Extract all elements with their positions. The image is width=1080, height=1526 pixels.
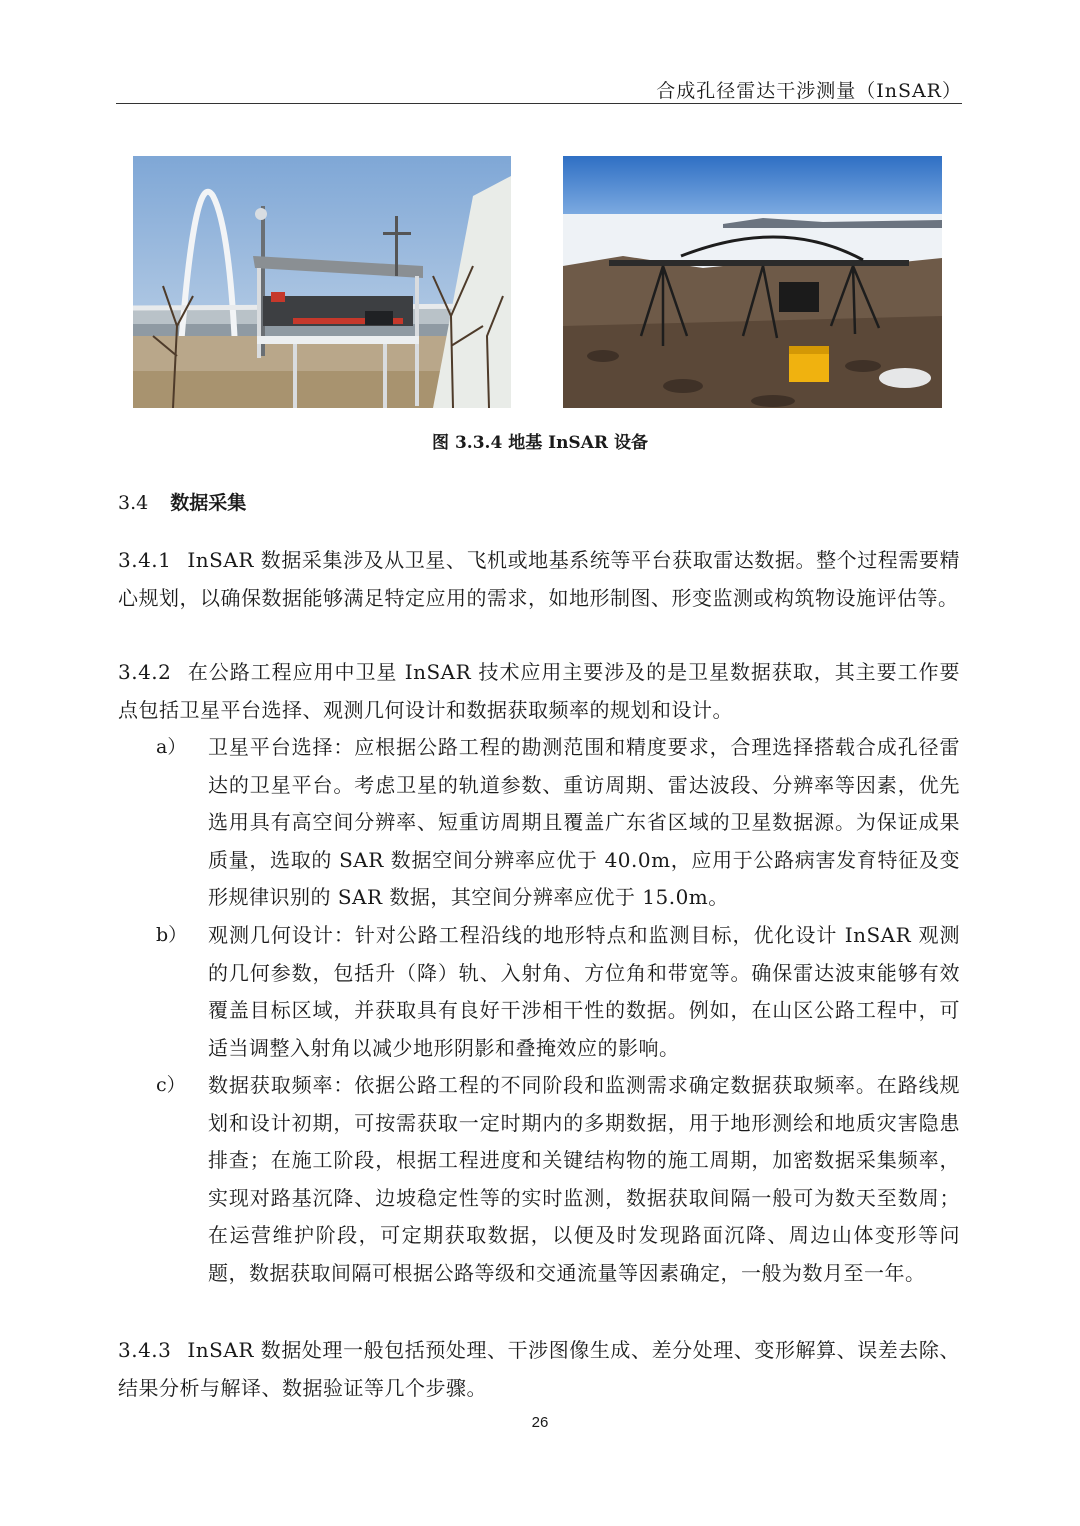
list-item-a: 卫星平台选择：应根据公路工程的勘测范围和精度要求，合理选择搭载合成孔径雷达的卫星平台。考虑卫星的轨道参数、重访周期、雷达波段、分辨率等因素，优先选用具有高空间分辨率、短重访周期且覆盖广东省区域的卫星数据源。为保证成果质量，选取的 SAR 数据空间分辨率应优于 40.0m，应用于公路病害发育特征及变形规律识别的 SAR 数据，其空间分辨率应优于 15.0m。 <box>208 735 960 909</box>
section-heading <box>118 488 246 515</box>
list-marker-b: b） <box>156 924 188 946</box>
ground-insar-station-photo <box>133 156 511 408</box>
paragraph-3-4-3 <box>118 1331 960 1407</box>
clause-text: InSAR 数据处理一般包括预处理、干涉图像生成、差分处理、变形解算、误差去除、结果分析与解译、数据验证等几个步骤。 <box>118 1338 960 1400</box>
list-item-c: 数据获取频率：依据公路工程的不同阶段和监测需求确定数据获取频率。在路线规划和设计初期，可按需获取一定时期内的多期数据，用于地形测绘和地质灾害隐患排查；在施工阶段，根据工程进度和关键结构物的施工周期，加密数据采集频率，实现对路基沉降、边坡稳定性等的实时监测，数据获取间隔一般可为数天至数周；在运营维护阶段，可定期获取数据，以便及时发现路面沉降、周边山体变形等问题，数据获取间隔可根据公路等级和交通流量等因素确定，一般为数月至一年。 <box>208 1073 960 1285</box>
running-header: 合成孔径雷达干涉测量（InSAR） <box>656 80 962 102</box>
figure-caption: 图 3.3.4 地基 InSAR 设备 <box>432 433 648 453</box>
paragraph-3-4-1 <box>118 541 960 617</box>
clause-number: 3.4.2 <box>118 660 172 684</box>
paragraph-3-4-2 <box>118 653 960 729</box>
list-item-b: 观测几何设计：针对公路工程沿线的地形特点和监测目标，优化设计 InSAR 观测的几何参数，包括升（降）轨、入射角、方位角和带宽等。确保雷达波束能够有效覆盖目标区域，并获取具有良好干涉相干性的数据。例如，在山区公路工程中，可适当调整入射角以减少地形阴影和叠掩效应的影响。 <box>208 923 960 1060</box>
header-rule <box>116 103 962 104</box>
clause-text: 在公路工程应用中卫星 InSAR 技术应用主要涉及的是卫星数据获取，其主要工作要点包括卫星平台选择、观测几何设计和数据获取频率的规划和设计。 <box>118 660 960 722</box>
list-marker-a: a） <box>156 736 187 758</box>
section-title-text: 数据采集 <box>170 492 247 514</box>
list-marker-c: c） <box>156 1074 186 1096</box>
ground-insar-field-photo <box>563 156 942 408</box>
clause-number: 3.4.3 <box>118 1338 172 1362</box>
clause-number: 3.4.1 <box>118 548 172 572</box>
page-number: 26 <box>531 1414 549 1431</box>
section-number: 3.4 <box>118 492 149 514</box>
clause-text: InSAR 数据采集涉及从卫星、飞机或地基系统等平台获取雷达数据。整个过程需要精心规划，以确保数据能够满足特定应用的需求，如地形制图、形变监测或构筑物设施评估等。 <box>118 548 960 610</box>
